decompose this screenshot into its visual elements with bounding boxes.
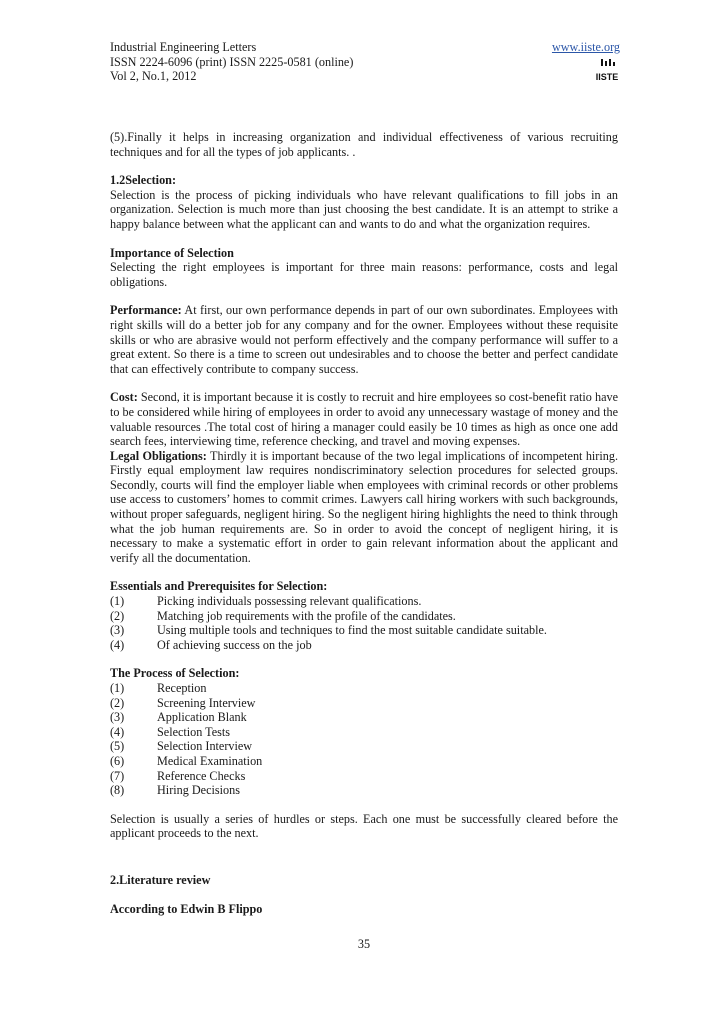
- list-number: (4): [110, 724, 125, 739]
- performance-label: Performance:: [110, 303, 182, 318]
- list-item: [110, 681, 618, 696]
- list-text: Application Blank: [157, 710, 247, 725]
- importance-paragraph: Selecting the right employees is important for three main reasons: performance, costs and legal obligations.: [110, 260, 618, 289]
- list-number: (2): [110, 608, 125, 623]
- logo-text: IISTE: [595, 72, 619, 82]
- journal-volume: Vol 2, No.1, 2012: [110, 69, 197, 84]
- list-text: Matching job requirements with the profile of the candidates.: [157, 608, 456, 623]
- list-item: [110, 609, 618, 624]
- selection-paragraph: Selection is the process of picking individuals who have relevant qualifications to fill jobs in an organization. Selection is much more than just choosing the best candidate. It is an attempt to strike a happy balance between what the applicant can and wants to do and what the organization requires.: [110, 187, 618, 231]
- list-number: (3): [110, 623, 125, 638]
- list-number: (3): [110, 710, 125, 725]
- list-number: (2): [110, 695, 125, 710]
- legal-paragraph: [110, 449, 618, 566]
- iiste-logo: [595, 58, 619, 84]
- list-item: [110, 594, 618, 609]
- list-number: (4): [110, 637, 125, 652]
- journal-issn: ISSN 2224-6096 (print) ISSN 2225-0581 (online): [110, 54, 354, 69]
- list-text: Reference Checks: [157, 768, 246, 783]
- list-text: Reception: [157, 681, 207, 695]
- list-text: Of achieving success on the job: [157, 637, 312, 652]
- list-number: (1): [110, 594, 125, 609]
- list-item: [110, 769, 618, 784]
- literature-heading: 2.Literature review: [110, 872, 211, 887]
- list-text: Hiring Decisions: [157, 783, 240, 798]
- literature-subheading: According to Edwin B Flippo: [110, 901, 263, 916]
- list-number: (5): [110, 739, 125, 754]
- list-item: [110, 623, 618, 638]
- list-text: Medical Examination: [157, 753, 263, 768]
- journal-url-link[interactable]: www.iiste.org: [551, 40, 620, 54]
- list-text: Using multiple tools and techniques to find the most suitable candidate suitable.: [157, 623, 547, 638]
- page-number: 35: [357, 937, 371, 951]
- process-heading: The Process of Selection:: [110, 666, 240, 681]
- list-item: [110, 754, 618, 769]
- list-item: [110, 783, 618, 798]
- list-item: [110, 638, 618, 653]
- selection-heading: 1.2Selection:: [110, 173, 177, 188]
- list-text: Screening Interview: [157, 695, 256, 710]
- cost-label: Cost:: [110, 390, 138, 405]
- intro-paragraph: (5).Finally it helps in increasing organization and individual effectiveness of various recruiting techniques and for all the types of job applicants. .: [110, 130, 618, 159]
- list-text: Picking individuals possessing relevant qualifications.: [157, 594, 422, 609]
- performance-text: At first, our own performance depends in part of our own subordinates. Employees with right skills will do a better job for any company and for the owner. Employees without these requisite skills or who are abrasive would not perform effectively and the company performance will suffer to a great extent. So there is a time to screen out undesirables and to choose the better and perfect candidate that can effectively contribute to company success.: [110, 303, 618, 376]
- list-number: (6): [110, 753, 125, 768]
- list-text: Selection Tests: [157, 724, 231, 739]
- journal-title: Industrial Engineering Letters: [110, 40, 257, 54]
- legal-text: Thirdly it is important because of the two legal implications of incompetent hiring. Firstly equal employment law requires nondiscriminatory selection procedures for selected groups. Secondly, courts will find the employer liable when employees with criminal records or other problems use access to customers’ homes to commit crimes. Lawyers call hiring workers with such backgrounds, without proper safeguards, negligent hiring. So the negligent hiring highlights the need to think through what the job human requirements are. So in order to avoid the concept of negligent hiring, it is necessary to make a systematic effort in order to gain relevant information about the applicant and verify all the documentation.: [110, 448, 618, 565]
- essentials-list: [110, 594, 618, 652]
- list-number: (7): [110, 768, 125, 783]
- importance-heading: Importance of Selection: [110, 245, 234, 260]
- legal-label: Legal Obligations:: [110, 448, 207, 463]
- list-text: Selection Interview: [157, 739, 253, 754]
- page-content: [110, 40, 618, 916]
- list-number: (1): [110, 681, 125, 695]
- list-item: [110, 696, 618, 711]
- essentials-heading: Essentials and Prerequisites for Selection:: [110, 579, 328, 594]
- list-number: (8): [110, 783, 125, 798]
- hurdles-paragraph: Selection is usually a series of hurdles or steps. Each one must be successfully cleared before the applicant proceeds to the next.: [110, 811, 618, 841]
- list-item: [110, 739, 618, 754]
- page-header: [110, 40, 618, 100]
- process-list: [110, 681, 618, 798]
- list-item: [110, 725, 618, 740]
- performance-paragraph: [110, 303, 618, 376]
- list-item: [110, 710, 618, 725]
- cost-text: Second, it is important because it is costly to recruit and hire employees so cost-benefit ratio have to be considered while hiring of employees in order to avoid any unnecessary wastage of money and the valuable resources .The total cost of hiring a manager could easily be 10 times as high as once one add search fees, interviewing time, reference checking, and travel and moving expenses.: [110, 390, 618, 449]
- cost-paragraph: [110, 390, 618, 448]
